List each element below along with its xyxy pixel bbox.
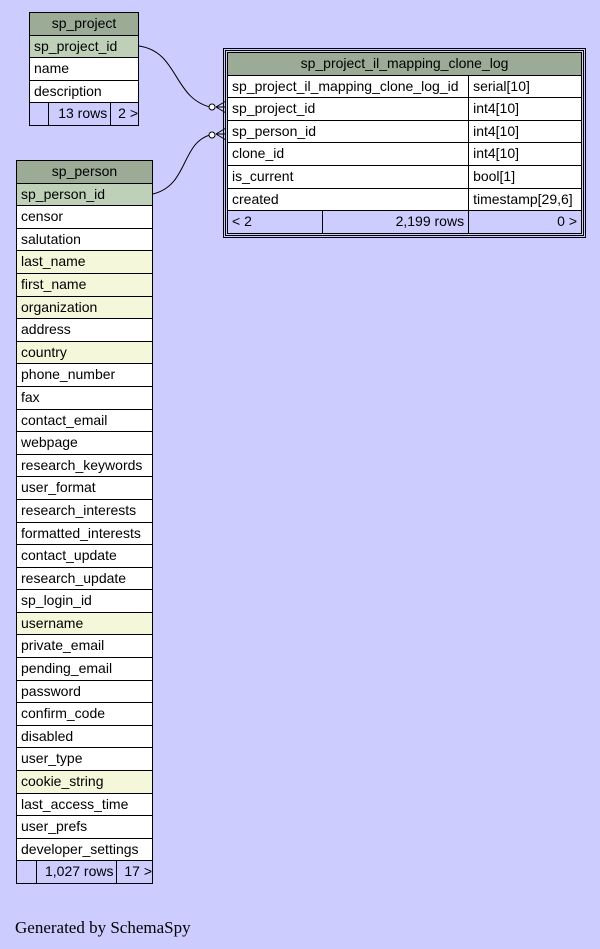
column-row[interactable]: last_name xyxy=(17,251,153,274)
footer-cells xyxy=(49,103,139,126)
column-name[interactable]: created xyxy=(228,188,469,211)
relationship-person-end xyxy=(209,132,215,138)
column-row[interactable]: private_email xyxy=(17,635,153,658)
column-row[interactable]: name xyxy=(30,58,139,81)
column-row[interactable]: fax xyxy=(17,386,153,409)
row-count: 2,199 rows xyxy=(323,211,469,234)
table-clone-log[interactable] xyxy=(227,52,582,234)
parents-cell xyxy=(17,861,37,884)
column-name[interactable]: sp_person_id xyxy=(228,120,469,143)
column-row[interactable]: country xyxy=(17,341,153,364)
column-name[interactable]: sp_project_id xyxy=(228,98,469,121)
column-type: int4[10] xyxy=(469,98,582,121)
row-count: 13 rows xyxy=(49,103,111,125)
children-link[interactable]: 2 > xyxy=(118,105,138,122)
table-title[interactable]: sp_project xyxy=(30,13,139,36)
column-row[interactable]: username xyxy=(17,612,153,635)
children-link[interactable]: 17 > xyxy=(124,863,152,880)
column-row[interactable]: sp_project_id xyxy=(30,35,139,58)
column-row[interactable]: developer_settings xyxy=(17,838,153,861)
column-row[interactable]: research_update xyxy=(17,567,153,590)
column-row[interactable]: description xyxy=(30,80,139,103)
column-row[interactable]: sp_login_id xyxy=(17,590,153,613)
table-sp-project[interactable] xyxy=(29,12,139,126)
parents-cell xyxy=(30,103,49,126)
column-row[interactable]: first_name xyxy=(17,273,153,296)
column-row[interactable]: cookie_string xyxy=(17,771,153,794)
relationship-person-line xyxy=(153,134,214,194)
column-name[interactable]: is_current xyxy=(228,165,469,188)
footer-cells xyxy=(37,861,153,884)
table-title[interactable]: sp_person xyxy=(17,161,153,184)
column-type: timestamp[29,6] xyxy=(469,188,582,211)
relationship-project-line xyxy=(139,46,214,108)
column-row[interactable]: user_prefs xyxy=(17,816,153,839)
column-name[interactable]: clone_id xyxy=(228,143,469,166)
column-row[interactable]: confirm_code xyxy=(17,703,153,726)
column-row[interactable]: pending_email xyxy=(17,658,153,681)
column-row[interactable]: research_interests xyxy=(17,499,153,522)
parents-link[interactable]: < 2 xyxy=(228,211,323,234)
column-row[interactable]: contact_update xyxy=(17,545,153,568)
column-row[interactable]: phone_number xyxy=(17,364,153,387)
children-link[interactable]: 0 > xyxy=(469,211,582,234)
column-type: serial[10] xyxy=(469,75,582,98)
column-row[interactable]: contact_email xyxy=(17,409,153,432)
relationship-project-end xyxy=(209,104,215,110)
table-sp-person[interactable] xyxy=(16,160,153,884)
relationship-project-crowfoot xyxy=(216,101,226,113)
generated-by-footer: Generated by SchemaSpy xyxy=(15,918,191,937)
column-row[interactable]: formatted_interests xyxy=(17,522,153,545)
column-type: int4[10] xyxy=(469,120,582,143)
column-row[interactable]: user_type xyxy=(17,748,153,771)
column-row[interactable]: sp_person_id xyxy=(17,183,153,206)
column-name[interactable]: sp_project_il_mapping_clone_log_id xyxy=(228,75,469,98)
column-row[interactable]: password xyxy=(17,680,153,703)
column-type: bool[1] xyxy=(469,165,582,188)
column-row[interactable]: last_access_time xyxy=(17,793,153,816)
column-row[interactable]: address xyxy=(17,319,153,342)
row-count: 1,027 rows xyxy=(37,861,117,883)
column-row[interactable]: webpage xyxy=(17,432,153,455)
column-row[interactable]: research_keywords xyxy=(17,454,153,477)
column-row[interactable]: disabled xyxy=(17,725,153,748)
column-row[interactable]: organization xyxy=(17,296,153,319)
column-row[interactable]: user_format xyxy=(17,477,153,500)
column-row[interactable]: salutation xyxy=(17,228,153,251)
relationship-person-crowfoot xyxy=(216,128,226,140)
column-row[interactable]: censor xyxy=(17,206,153,229)
column-type: int4[10] xyxy=(469,143,582,166)
table-title[interactable]: sp_project_il_mapping_clone_log xyxy=(228,53,582,76)
